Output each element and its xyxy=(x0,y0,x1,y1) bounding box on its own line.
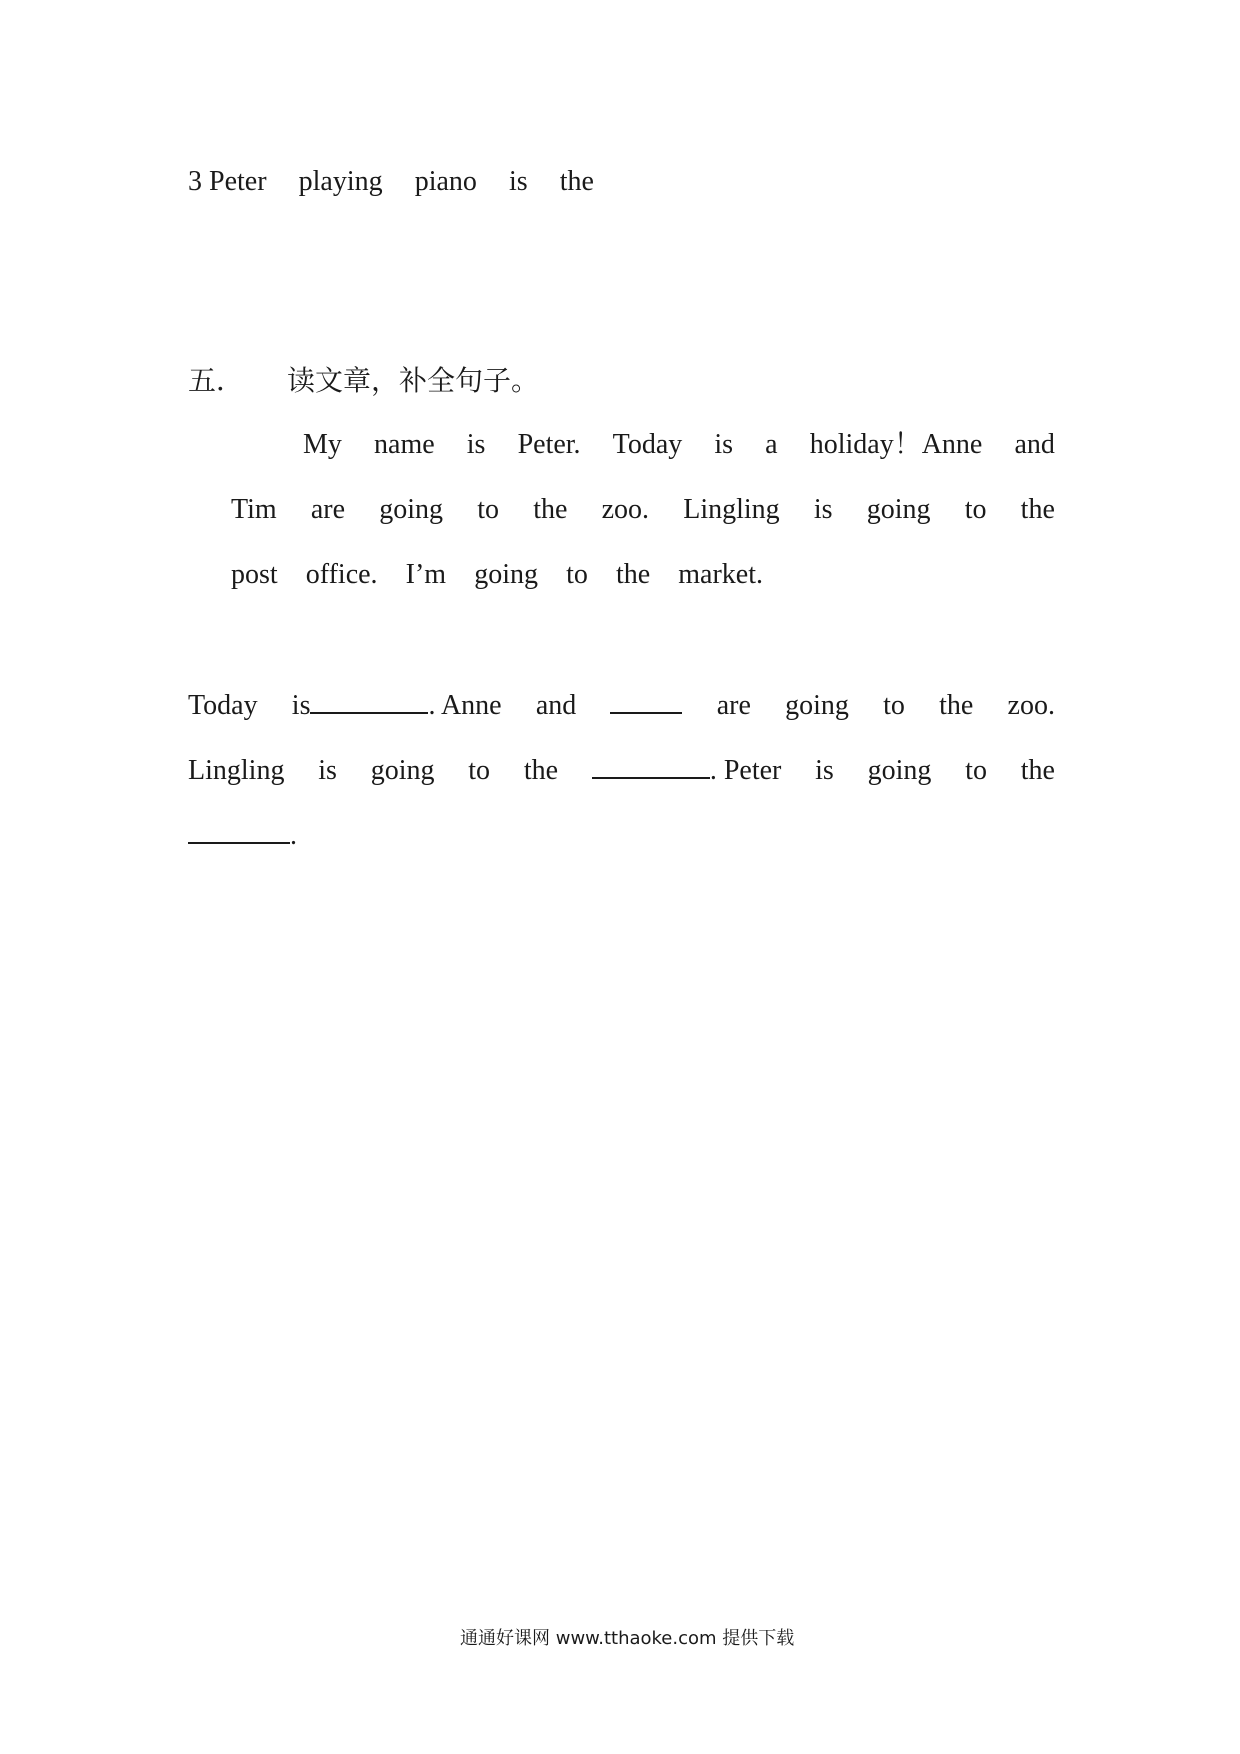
passage-word: is xyxy=(466,429,486,460)
fill-word: going xyxy=(370,755,435,786)
passage-word: going xyxy=(474,559,538,590)
passage-word: the xyxy=(533,494,568,525)
fill-word: going xyxy=(867,755,932,786)
fill-line xyxy=(188,753,1055,788)
blank-place[interactable] xyxy=(592,753,710,779)
passage-word: I’m xyxy=(405,559,447,590)
fill-word: . xyxy=(290,820,297,851)
fill-word: the xyxy=(523,755,559,786)
passage-word: to xyxy=(566,559,588,590)
passage-line xyxy=(231,558,763,592)
passage-word: holiday！Anne xyxy=(809,429,983,460)
fill-word: to xyxy=(468,755,491,786)
fill-line xyxy=(188,688,1055,723)
passage-word: Today xyxy=(612,429,683,460)
blank-name[interactable] xyxy=(610,688,682,714)
section-instruction: 读文章，补全句子。 xyxy=(287,366,540,397)
passage-word: post xyxy=(231,559,278,590)
q3-word: the xyxy=(559,166,594,197)
fill-word: going xyxy=(785,690,849,721)
footer-credit: 通通好课网 www.tthaoke.com 提供下载 xyxy=(460,1628,795,1649)
passage-word: name xyxy=(374,429,435,460)
fill-word: to xyxy=(883,690,905,721)
passage-line xyxy=(303,428,1055,462)
passage-word: to xyxy=(964,494,987,525)
passage-word: office. xyxy=(305,559,378,590)
passage-line xyxy=(231,493,1055,527)
fill-word: Lingling xyxy=(188,755,285,786)
passage-word: are xyxy=(310,494,346,525)
fill-word: the xyxy=(1020,755,1055,786)
passage-word: going xyxy=(866,494,931,525)
fill-segment xyxy=(188,818,297,853)
fill-word: is xyxy=(318,755,337,786)
passage-word: Lingling xyxy=(683,494,780,525)
passage-word: and xyxy=(1014,429,1055,460)
q3-word: piano xyxy=(414,166,477,197)
fill-word: to xyxy=(965,755,987,786)
passage-word: going xyxy=(379,494,444,525)
fill-word: and xyxy=(535,690,577,721)
passage-word: Peter. xyxy=(517,429,581,460)
fill-word: is xyxy=(815,755,834,786)
fill-word: the xyxy=(939,690,974,721)
passage-word: the xyxy=(615,559,651,590)
section-number: 五． xyxy=(188,366,245,397)
fill-word: Today xyxy=(188,690,258,721)
fill-word: are xyxy=(716,690,751,721)
q3-word: is xyxy=(508,166,528,197)
passage-word: is xyxy=(714,429,734,460)
fill-word: . Anne xyxy=(428,690,502,721)
passage-word: Tim xyxy=(231,494,277,525)
passage-word: is xyxy=(813,494,833,525)
passage-word: a xyxy=(765,429,778,460)
passage-word: to xyxy=(477,494,499,525)
q3-word: playing xyxy=(298,166,383,197)
q3-word: 3 Peter xyxy=(188,166,267,197)
section-heading xyxy=(188,365,539,399)
q3-word-line xyxy=(188,165,594,199)
passage-word: market. xyxy=(678,559,763,590)
passage-word: My xyxy=(303,429,342,460)
passage-word: zoo. xyxy=(601,494,650,525)
fill-word: . Peter xyxy=(709,755,782,786)
blank-peter-place[interactable] xyxy=(188,818,290,844)
fill-word: is xyxy=(291,690,311,721)
blank-holiday[interactable] xyxy=(310,688,428,714)
fill-word: zoo. xyxy=(1007,690,1055,721)
fill-line xyxy=(188,818,297,853)
passage-word: the xyxy=(1020,494,1055,525)
fill-segment xyxy=(592,753,782,788)
fill-segment xyxy=(292,688,502,723)
